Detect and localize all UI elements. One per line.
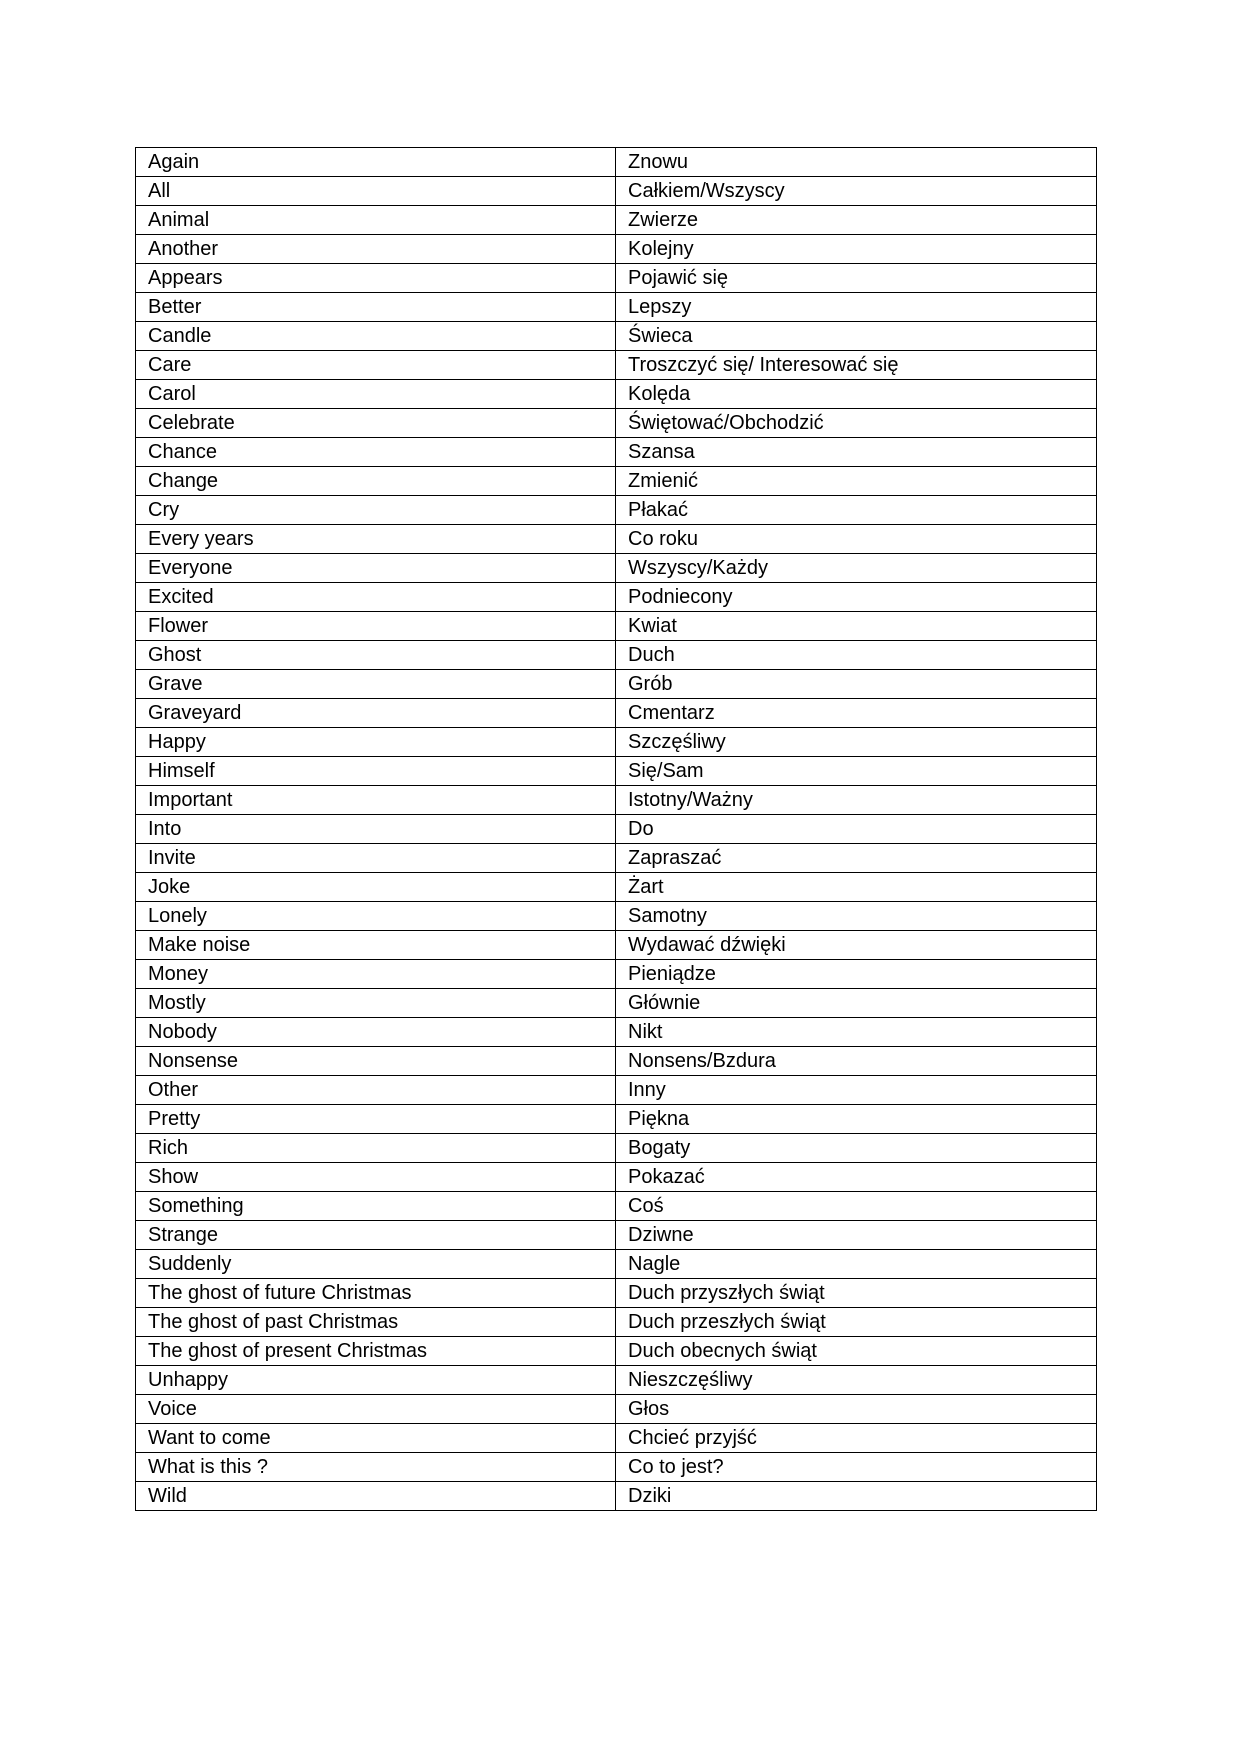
table-row	[136, 148, 1097, 177]
table-row	[136, 496, 1097, 525]
table-row	[136, 728, 1097, 757]
english-word-cell: Wild	[136, 1482, 616, 1511]
english-word-cell: All	[136, 177, 616, 206]
english-word-cell: Another	[136, 235, 616, 264]
polish-translation-cell: Duch przeszłych świąt	[616, 1308, 1097, 1337]
polish-translation-cell: Duch	[616, 641, 1097, 670]
english-word-cell: Appears	[136, 264, 616, 293]
table-row	[136, 960, 1097, 989]
english-word-cell: Want to come	[136, 1424, 616, 1453]
table-row	[136, 206, 1097, 235]
polish-translation-cell: Samotny	[616, 902, 1097, 931]
table-row	[136, 1192, 1097, 1221]
english-word-cell: Carol	[136, 380, 616, 409]
table-row	[136, 525, 1097, 554]
table-row	[136, 699, 1097, 728]
polish-translation-cell: Podniecony	[616, 583, 1097, 612]
english-word-cell: Suddenly	[136, 1250, 616, 1279]
polish-translation-cell: Znowu	[616, 148, 1097, 177]
english-word-cell: Celebrate	[136, 409, 616, 438]
polish-translation-cell: Szczęśliwy	[616, 728, 1097, 757]
english-word-cell: Happy	[136, 728, 616, 757]
polish-translation-cell: Dziwne	[616, 1221, 1097, 1250]
polish-translation-cell: Duch obecnych świąt	[616, 1337, 1097, 1366]
polish-translation-cell: Piękna	[616, 1105, 1097, 1134]
polish-translation-cell: Kolejny	[616, 235, 1097, 264]
table-row	[136, 409, 1097, 438]
english-word-cell: Something	[136, 1192, 616, 1221]
table-row	[136, 380, 1097, 409]
table-row	[136, 1453, 1097, 1482]
polish-translation-cell: Pojawić się	[616, 264, 1097, 293]
table-row	[136, 1047, 1097, 1076]
english-word-cell: Nobody	[136, 1018, 616, 1047]
english-word-cell: The ghost of present Christmas	[136, 1337, 616, 1366]
vocabulary-table	[135, 147, 1097, 1511]
polish-translation-cell: Duch przyszłych świąt	[616, 1279, 1097, 1308]
polish-translation-cell: Nagle	[616, 1250, 1097, 1279]
english-word-cell: Voice	[136, 1395, 616, 1424]
polish-translation-cell: Wszyscy/Każdy	[616, 554, 1097, 583]
english-word-cell: Care	[136, 351, 616, 380]
table-row	[136, 177, 1097, 206]
table-row	[136, 293, 1097, 322]
table-row	[136, 931, 1097, 960]
table-row	[136, 1279, 1097, 1308]
english-word-cell: Unhappy	[136, 1366, 616, 1395]
english-word-cell: Show	[136, 1163, 616, 1192]
english-word-cell: Make noise	[136, 931, 616, 960]
polish-translation-cell: Kolęda	[616, 380, 1097, 409]
table-row	[136, 438, 1097, 467]
table-row	[136, 1134, 1097, 1163]
english-word-cell: Rich	[136, 1134, 616, 1163]
polish-translation-cell: Cmentarz	[616, 699, 1097, 728]
table-row	[136, 1308, 1097, 1337]
vocabulary-table-body	[136, 148, 1097, 1511]
english-word-cell: Animal	[136, 206, 616, 235]
polish-translation-cell: Lepszy	[616, 293, 1097, 322]
polish-translation-cell: Żart	[616, 873, 1097, 902]
english-word-cell: The ghost of future Christmas	[136, 1279, 616, 1308]
table-row	[136, 322, 1097, 351]
polish-translation-cell: Szansa	[616, 438, 1097, 467]
table-row	[136, 235, 1097, 264]
english-word-cell: Ghost	[136, 641, 616, 670]
polish-translation-cell: Nikt	[616, 1018, 1097, 1047]
english-word-cell: Joke	[136, 873, 616, 902]
english-word-cell: Chance	[136, 438, 616, 467]
english-word-cell: Important	[136, 786, 616, 815]
table-row	[136, 757, 1097, 786]
table-row	[136, 989, 1097, 1018]
english-word-cell: The ghost of past Christmas	[136, 1308, 616, 1337]
polish-translation-cell: Pieniądze	[616, 960, 1097, 989]
polish-translation-cell: Dziki	[616, 1482, 1097, 1511]
table-row	[136, 786, 1097, 815]
table-row	[136, 1163, 1097, 1192]
table-row	[136, 873, 1097, 902]
english-word-cell: What is this ?	[136, 1453, 616, 1482]
table-row	[136, 264, 1097, 293]
polish-translation-cell: Chcieć przyjść	[616, 1424, 1097, 1453]
table-row	[136, 351, 1097, 380]
table-row	[136, 1018, 1097, 1047]
english-word-cell: Himself	[136, 757, 616, 786]
polish-translation-cell: Nieszczęśliwy	[616, 1366, 1097, 1395]
english-word-cell: Nonsense	[136, 1047, 616, 1076]
polish-translation-cell: Troszczyć się/ Interesować się	[616, 351, 1097, 380]
polish-translation-cell: Grób	[616, 670, 1097, 699]
english-word-cell: Mostly	[136, 989, 616, 1018]
polish-translation-cell: Do	[616, 815, 1097, 844]
polish-translation-cell: Wydawać dźwięki	[616, 931, 1097, 960]
table-row	[136, 1250, 1097, 1279]
english-word-cell: Everyone	[136, 554, 616, 583]
table-row	[136, 467, 1097, 496]
english-word-cell: Every years	[136, 525, 616, 554]
polish-translation-cell: Świętować/Obchodzić	[616, 409, 1097, 438]
english-word-cell: Excited	[136, 583, 616, 612]
english-word-cell: Strange	[136, 1221, 616, 1250]
polish-translation-cell: Bogaty	[616, 1134, 1097, 1163]
english-word-cell: Lonely	[136, 902, 616, 931]
english-word-cell: Pretty	[136, 1105, 616, 1134]
polish-translation-cell: Kwiat	[616, 612, 1097, 641]
table-row	[136, 1424, 1097, 1453]
table-row	[136, 815, 1097, 844]
table-row	[136, 583, 1097, 612]
english-word-cell: Again	[136, 148, 616, 177]
polish-translation-cell: Pokazać	[616, 1163, 1097, 1192]
polish-translation-cell: Głos	[616, 1395, 1097, 1424]
polish-translation-cell: Całkiem/Wszyscy	[616, 177, 1097, 206]
table-row	[136, 641, 1097, 670]
polish-translation-cell: Co roku	[616, 525, 1097, 554]
polish-translation-cell: Nonsens/Bzdura	[616, 1047, 1097, 1076]
english-word-cell: Grave	[136, 670, 616, 699]
table-row	[136, 1105, 1097, 1134]
english-word-cell: Invite	[136, 844, 616, 873]
polish-translation-cell: Co to jest?	[616, 1453, 1097, 1482]
table-row	[136, 670, 1097, 699]
english-word-cell: Change	[136, 467, 616, 496]
polish-translation-cell: Płakać	[616, 496, 1097, 525]
english-word-cell: Other	[136, 1076, 616, 1105]
table-row	[136, 1076, 1097, 1105]
english-word-cell: Candle	[136, 322, 616, 351]
table-row	[136, 1482, 1097, 1511]
table-row	[136, 1221, 1097, 1250]
table-row	[136, 1337, 1097, 1366]
english-word-cell: Money	[136, 960, 616, 989]
polish-translation-cell: Istotny/Ważny	[616, 786, 1097, 815]
table-row	[136, 844, 1097, 873]
english-word-cell: Cry	[136, 496, 616, 525]
table-row	[136, 612, 1097, 641]
polish-translation-cell: Zapraszać	[616, 844, 1097, 873]
english-word-cell: Better	[136, 293, 616, 322]
english-word-cell: Into	[136, 815, 616, 844]
polish-translation-cell: Głównie	[616, 989, 1097, 1018]
polish-translation-cell: Zwierze	[616, 206, 1097, 235]
table-row	[136, 554, 1097, 583]
english-word-cell: Flower	[136, 612, 616, 641]
table-row	[136, 1395, 1097, 1424]
polish-translation-cell: Inny	[616, 1076, 1097, 1105]
table-row	[136, 902, 1097, 931]
polish-translation-cell: Coś	[616, 1192, 1097, 1221]
polish-translation-cell: Zmienić	[616, 467, 1097, 496]
table-row	[136, 1366, 1097, 1395]
polish-translation-cell: Świeca	[616, 322, 1097, 351]
polish-translation-cell: Się/Sam	[616, 757, 1097, 786]
english-word-cell: Graveyard	[136, 699, 616, 728]
